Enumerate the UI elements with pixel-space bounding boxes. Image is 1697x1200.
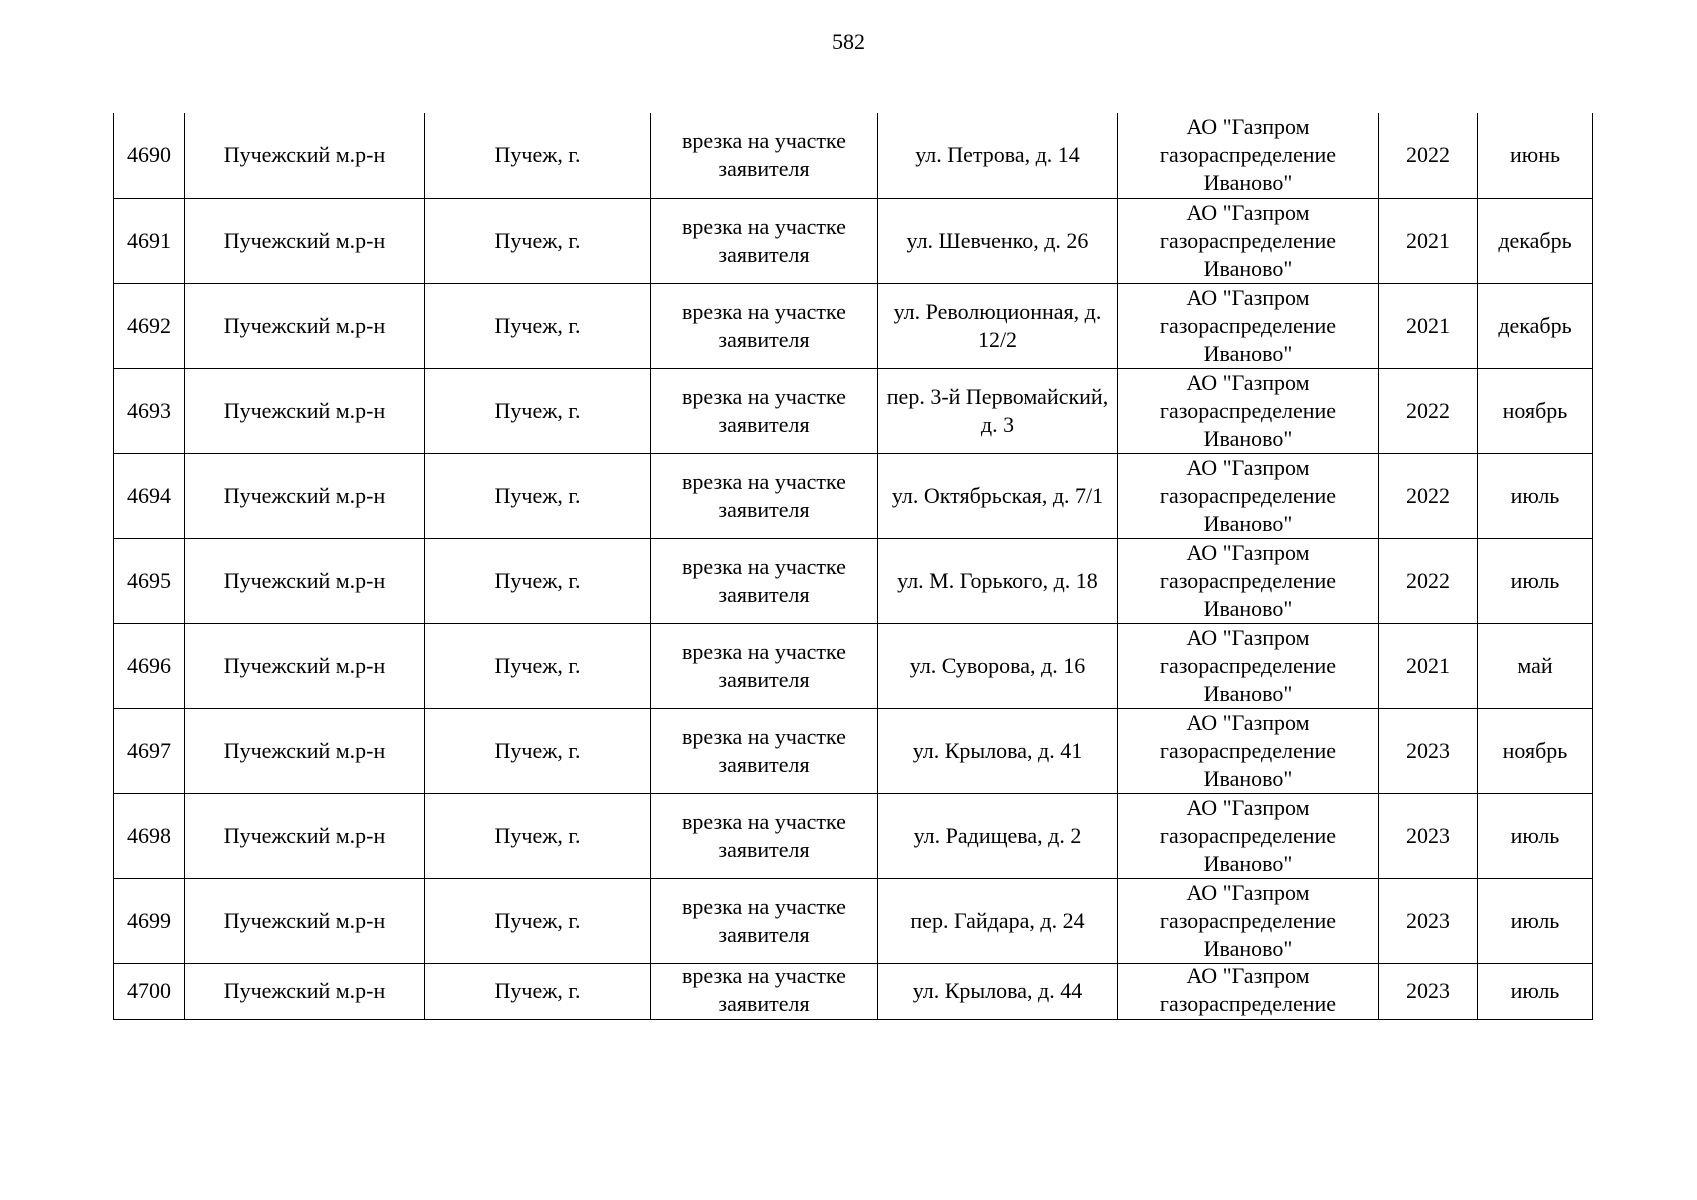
row-number-text: 4694 <box>127 482 171 508</box>
table-row <box>114 538 1593 623</box>
year-cell <box>1379 708 1478 793</box>
table-row <box>114 623 1593 708</box>
address-text: пер. Гайдара, д. 24 <box>910 907 1085 933</box>
month-text: июль <box>1510 978 1560 1003</box>
row-number-cell <box>114 283 185 368</box>
organization-cell <box>1118 538 1379 623</box>
locality-text: Пучеж, г. <box>494 822 581 848</box>
locality-text: Пучеж, г. <box>494 312 581 338</box>
address-text: ул. Петрова, д. 14 <box>915 142 1080 168</box>
month-text: декабрь <box>1498 227 1572 253</box>
month-cell <box>1478 198 1593 283</box>
month-text: июль <box>1510 822 1560 848</box>
organization-cell <box>1118 113 1379 198</box>
locality-cell <box>425 453 651 538</box>
year-text: 2023 <box>1406 907 1450 933</box>
work-type-cell <box>651 198 878 283</box>
locality-cell <box>425 198 651 283</box>
district-cell <box>185 283 425 368</box>
work-type-cell <box>651 963 878 1019</box>
row-number-text: 4690 <box>127 142 171 168</box>
row-number-cell <box>114 368 185 453</box>
address-text: ул. Крылова, д. 41 <box>912 737 1083 763</box>
year-cell <box>1379 198 1478 283</box>
month-cell <box>1478 623 1593 708</box>
organization-text: АО "Газпром газораспределение Иваново" <box>1159 879 1337 961</box>
row-number-text: 4695 <box>127 567 171 593</box>
address-cell <box>878 113 1118 198</box>
year-cell <box>1379 368 1478 453</box>
organization-cell <box>1118 708 1379 793</box>
table-row <box>114 708 1593 793</box>
row-number-text: 4696 <box>127 652 171 678</box>
row-number-text: 4699 <box>127 907 171 933</box>
district-cell <box>185 113 425 198</box>
district-text: Пучежский м.р-н <box>223 482 386 508</box>
month-cell <box>1478 878 1593 963</box>
work-type-cell <box>651 623 878 708</box>
row-number-cell <box>114 878 185 963</box>
organization-text: АО "Газпром газораспределение Иваново" <box>1159 284 1337 366</box>
district-cell <box>185 878 425 963</box>
address-text: пер. 3-й Первомайский, д. 3 <box>886 383 1109 437</box>
locality-text: Пучеж, г. <box>494 482 581 508</box>
work-type-cell <box>651 283 878 368</box>
row-number-cell <box>114 453 185 538</box>
district-cell <box>185 368 425 453</box>
month-cell <box>1478 963 1593 1019</box>
organization-text: АО "Газпром газораспределение Иваново" <box>1159 709 1337 791</box>
organization-cell <box>1118 368 1379 453</box>
district-cell <box>185 793 425 878</box>
data-table <box>113 113 1593 1020</box>
locality-cell <box>425 878 651 963</box>
district-cell <box>185 453 425 538</box>
month-text: июль <box>1510 567 1560 593</box>
row-number-cell <box>114 963 185 1019</box>
locality-cell <box>425 368 651 453</box>
work-type-cell <box>651 113 878 198</box>
locality-text: Пучеж, г. <box>494 567 581 593</box>
locality-text: Пучеж, г. <box>494 907 581 933</box>
year-cell <box>1379 453 1478 538</box>
address-cell <box>878 368 1118 453</box>
organization-text: АО "Газпром газораспределение Иваново" <box>1159 369 1337 451</box>
district-text: Пучежский м.р-н <box>223 907 386 933</box>
address-text: ул. Крылова, д. 44 <box>912 978 1083 1003</box>
work-type-text: врезка на участке заявителя <box>682 298 846 352</box>
district-text: Пучежский м.р-н <box>223 567 386 593</box>
table-row <box>114 113 1593 198</box>
address-cell <box>878 793 1118 878</box>
year-text: 2021 <box>1406 227 1450 253</box>
organization-cell <box>1118 793 1379 878</box>
address-cell <box>878 538 1118 623</box>
address-cell <box>878 963 1118 1019</box>
row-number-text: 4700 <box>127 978 171 1003</box>
row-number-cell <box>114 793 185 878</box>
locality-cell <box>425 283 651 368</box>
work-type-text: врезка на участке заявителя <box>682 963 846 1016</box>
row-number-cell <box>114 538 185 623</box>
organization-cell <box>1118 623 1379 708</box>
table-row <box>114 963 1593 1019</box>
table-row <box>114 283 1593 368</box>
organization-text: АО "Газпром газораспределение Иваново" <box>1159 539 1337 621</box>
row-number-text: 4692 <box>127 312 171 338</box>
work-type-text: врезка на участке заявителя <box>682 808 846 862</box>
district-text: Пучежский м.р-н <box>223 822 386 848</box>
page-number: 582 <box>832 29 865 54</box>
district-cell <box>185 198 425 283</box>
table-row <box>114 198 1593 283</box>
year-text: 2021 <box>1406 312 1450 338</box>
address-text: ул. Революционная, д. 12/2 <box>893 298 1102 352</box>
district-text: Пучежский м.р-н <box>223 737 386 763</box>
district-text: Пучежский м.р-н <box>223 312 386 338</box>
row-number-cell <box>114 113 185 198</box>
month-text: июль <box>1510 482 1560 508</box>
month-text: май <box>1517 652 1553 678</box>
organization-cell <box>1118 878 1379 963</box>
organization-text: АО "Газпром газораспределение Иваново" <box>1159 454 1337 536</box>
district-text: Пучежский м.р-н <box>223 397 386 423</box>
month-cell <box>1478 538 1593 623</box>
month-cell <box>1478 368 1593 453</box>
table-row <box>114 368 1593 453</box>
locality-cell <box>425 963 651 1019</box>
work-type-cell <box>651 368 878 453</box>
table-row <box>114 878 1593 963</box>
work-type-cell <box>651 793 878 878</box>
month-text: июнь <box>1509 142 1560 168</box>
locality-text: Пучеж, г. <box>494 227 581 253</box>
year-text: 2022 <box>1406 482 1450 508</box>
work-type-text: врезка на участке заявителя <box>682 893 846 947</box>
month-text: ноябрь <box>1502 397 1568 423</box>
address-text: ул. Суворова, д. 16 <box>909 652 1086 678</box>
year-text: 2022 <box>1406 567 1450 593</box>
address-cell <box>878 878 1118 963</box>
locality-cell <box>425 708 651 793</box>
work-type-text: врезка на участке заявителя <box>682 723 846 777</box>
work-type-text: врезка на участке заявителя <box>682 383 846 437</box>
address-cell <box>878 198 1118 283</box>
organization-cell <box>1118 198 1379 283</box>
row-number-cell <box>114 708 185 793</box>
organization-text: АО "Газпром газораспределение Иваново" <box>1159 794 1337 876</box>
year-cell <box>1379 963 1478 1019</box>
organization-cell <box>1118 963 1379 1019</box>
month-cell <box>1478 283 1593 368</box>
month-cell <box>1478 708 1593 793</box>
month-cell <box>1478 793 1593 878</box>
district-cell <box>185 538 425 623</box>
year-cell <box>1379 538 1478 623</box>
district-cell <box>185 708 425 793</box>
address-cell <box>878 708 1118 793</box>
work-type-text: врезка на участке заявителя <box>682 553 846 607</box>
locality-cell <box>425 793 651 878</box>
year-text: 2023 <box>1406 822 1450 848</box>
district-cell <box>185 623 425 708</box>
work-type-text: врезка на участке заявителя <box>682 128 846 182</box>
district-text: Пучежский м.р-н <box>223 227 386 253</box>
organization-cell <box>1118 453 1379 538</box>
work-type-text: врезка на участке заявителя <box>682 468 846 522</box>
district-text: Пучежский м.р-н <box>223 978 386 1003</box>
work-type-cell <box>651 538 878 623</box>
organization-text: АО "Газпром газораспределение Иваново" <box>1159 114 1337 196</box>
row-number-cell <box>114 198 185 283</box>
row-number-text: 4698 <box>127 822 171 848</box>
locality-cell <box>425 538 651 623</box>
month-cell <box>1478 453 1593 538</box>
district-cell <box>185 963 425 1019</box>
address-text: ул. Радищева, д. 2 <box>913 822 1082 848</box>
year-cell <box>1379 283 1478 368</box>
row-number-cell <box>114 623 185 708</box>
work-type-cell <box>651 878 878 963</box>
locality-cell <box>425 623 651 708</box>
table-row <box>114 453 1593 538</box>
work-type-text: врезка на участке заявителя <box>682 638 846 692</box>
locality-text: Пучеж, г. <box>494 397 581 423</box>
year-cell <box>1379 878 1478 963</box>
row-number-text: 4697 <box>127 737 171 763</box>
address-text: ул. М. Горького, д. 18 <box>897 567 1098 593</box>
address-text: ул. Октябрьская, д. 7/1 <box>891 482 1104 508</box>
address-text: ул. Шевченко, д. 26 <box>906 227 1089 253</box>
month-text: декабрь <box>1498 312 1572 338</box>
year-cell <box>1379 113 1478 198</box>
address-cell <box>878 453 1118 538</box>
work-type-cell <box>651 708 878 793</box>
locality-text: Пучеж, г. <box>494 978 581 1003</box>
month-text: июль <box>1510 907 1560 933</box>
work-type-text: врезка на участке заявителя <box>682 213 846 267</box>
year-cell <box>1379 623 1478 708</box>
year-text: 2022 <box>1406 397 1450 423</box>
month-text: ноябрь <box>1502 737 1568 763</box>
year-text: 2022 <box>1406 142 1450 168</box>
year-text: 2023 <box>1406 737 1450 763</box>
year-text: 2023 <box>1406 978 1450 1003</box>
locality-cell <box>425 113 651 198</box>
row-number-text: 4693 <box>127 397 171 423</box>
district-text: Пучежский м.р-н <box>223 652 386 678</box>
organization-text: АО "Газпром газораспределение Иваново" <box>1159 624 1337 706</box>
month-cell <box>1478 113 1593 198</box>
locality-text: Пучеж, г. <box>494 142 581 168</box>
address-cell <box>878 283 1118 368</box>
organization-cell <box>1118 283 1379 368</box>
organization-text: АО "Газпром газораспределение Иваново" <box>1159 199 1337 281</box>
year-text: 2021 <box>1406 652 1450 678</box>
organization-text: АО "Газпром газораспределение <box>1159 963 1337 1016</box>
address-cell <box>878 623 1118 708</box>
district-text: Пучежский м.р-н <box>223 142 386 168</box>
locality-text: Пучеж, г. <box>494 652 581 678</box>
locality-text: Пучеж, г. <box>494 737 581 763</box>
table-row <box>114 793 1593 878</box>
work-type-cell <box>651 453 878 538</box>
row-number-text: 4691 <box>127 227 171 253</box>
year-cell <box>1379 793 1478 878</box>
